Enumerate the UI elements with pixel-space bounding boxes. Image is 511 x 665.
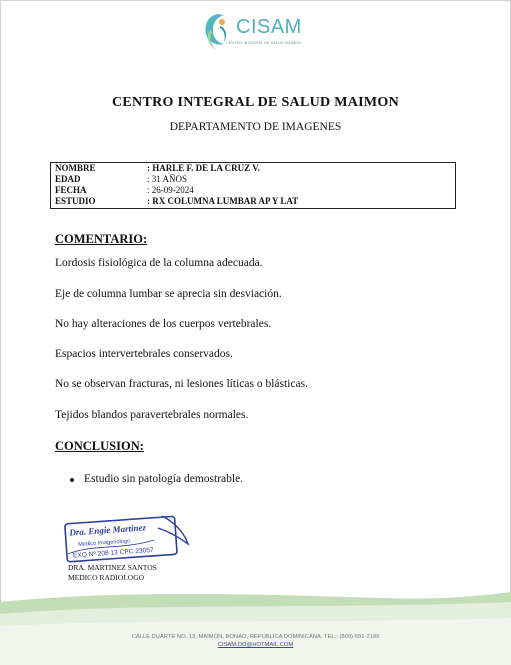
logo-wordmark: CISAM	[236, 16, 302, 38]
comentario-line: No se observan fracturas, ni lesiones líticas o blásticas.	[55, 378, 308, 390]
stamp-name: Dra. Engie Martinez	[69, 522, 147, 538]
comentario-heading: COMENTARIO:	[55, 232, 148, 246]
comentario-line: No hay alteraciones de los cuerpos vertebrales.	[55, 318, 272, 330]
patient-value: : RX COLUMNA LUMBAR AP Y LAT	[147, 196, 299, 206]
logo-emblem-icon	[196, 10, 236, 54]
bullet-icon	[70, 478, 74, 482]
comentario-line: Espacios intervertebrales conservados.	[55, 348, 233, 360]
patient-value: : 31 AÑOS	[147, 174, 188, 184]
patient-value: : HARLE F. DE LA CRUZ V.	[147, 163, 260, 173]
patient-label: ESTUDIO	[55, 196, 96, 206]
conclusion-item: Estudio sin patología demostrable.	[84, 473, 244, 485]
department-title: DEPARTAMENTO DE IMAGENES	[169, 121, 342, 133]
patient-label: EDAD	[55, 174, 81, 184]
clinic-logo	[196, 10, 316, 54]
comentario-line: Lordosis fisiológica de la columna adecuada.	[55, 257, 263, 269]
patient-info-box	[50, 162, 456, 209]
footer-email-link[interactable]: CISAM.DO@HOTMAIL.COM	[217, 642, 294, 648]
patient-label: NOMBRE	[55, 163, 96, 173]
stamp-exequatur: EXQ Nº 208 13 CPC 23057	[72, 546, 154, 560]
stamp-role: Medico Imagenologo	[78, 538, 131, 549]
footer-address: CALLE DUARTE NO. 13, MAIMÓN, BONAO, REPUBLICA DOMINICANA, TEL.: (809)-551-2186	[131, 634, 380, 640]
comentario-line: Eje de columna lumbar se aprecia sin desviación.	[55, 288, 282, 300]
signer-name: DRA. MARTINEZ SANTOS	[68, 563, 157, 572]
patient-value: : 26-09-2024	[147, 185, 194, 195]
patient-label: FECHA	[55, 185, 87, 195]
conclusion-heading: CONCLUSION:	[55, 439, 144, 453]
signer-title: MEDICO RADIOLOGO	[68, 573, 145, 582]
doctor-stamp	[62, 514, 192, 566]
clinic-title: CENTRO INTEGRAL DE SALUD MAIMON	[112, 95, 399, 110]
comentario-line: Tejidos blandos paravertebrales normales.	[55, 409, 249, 421]
logo-tagline: CENTRO INTEGRAL DE SALUD MAIMON	[226, 41, 301, 45]
footer-wave	[0, 588, 511, 665]
